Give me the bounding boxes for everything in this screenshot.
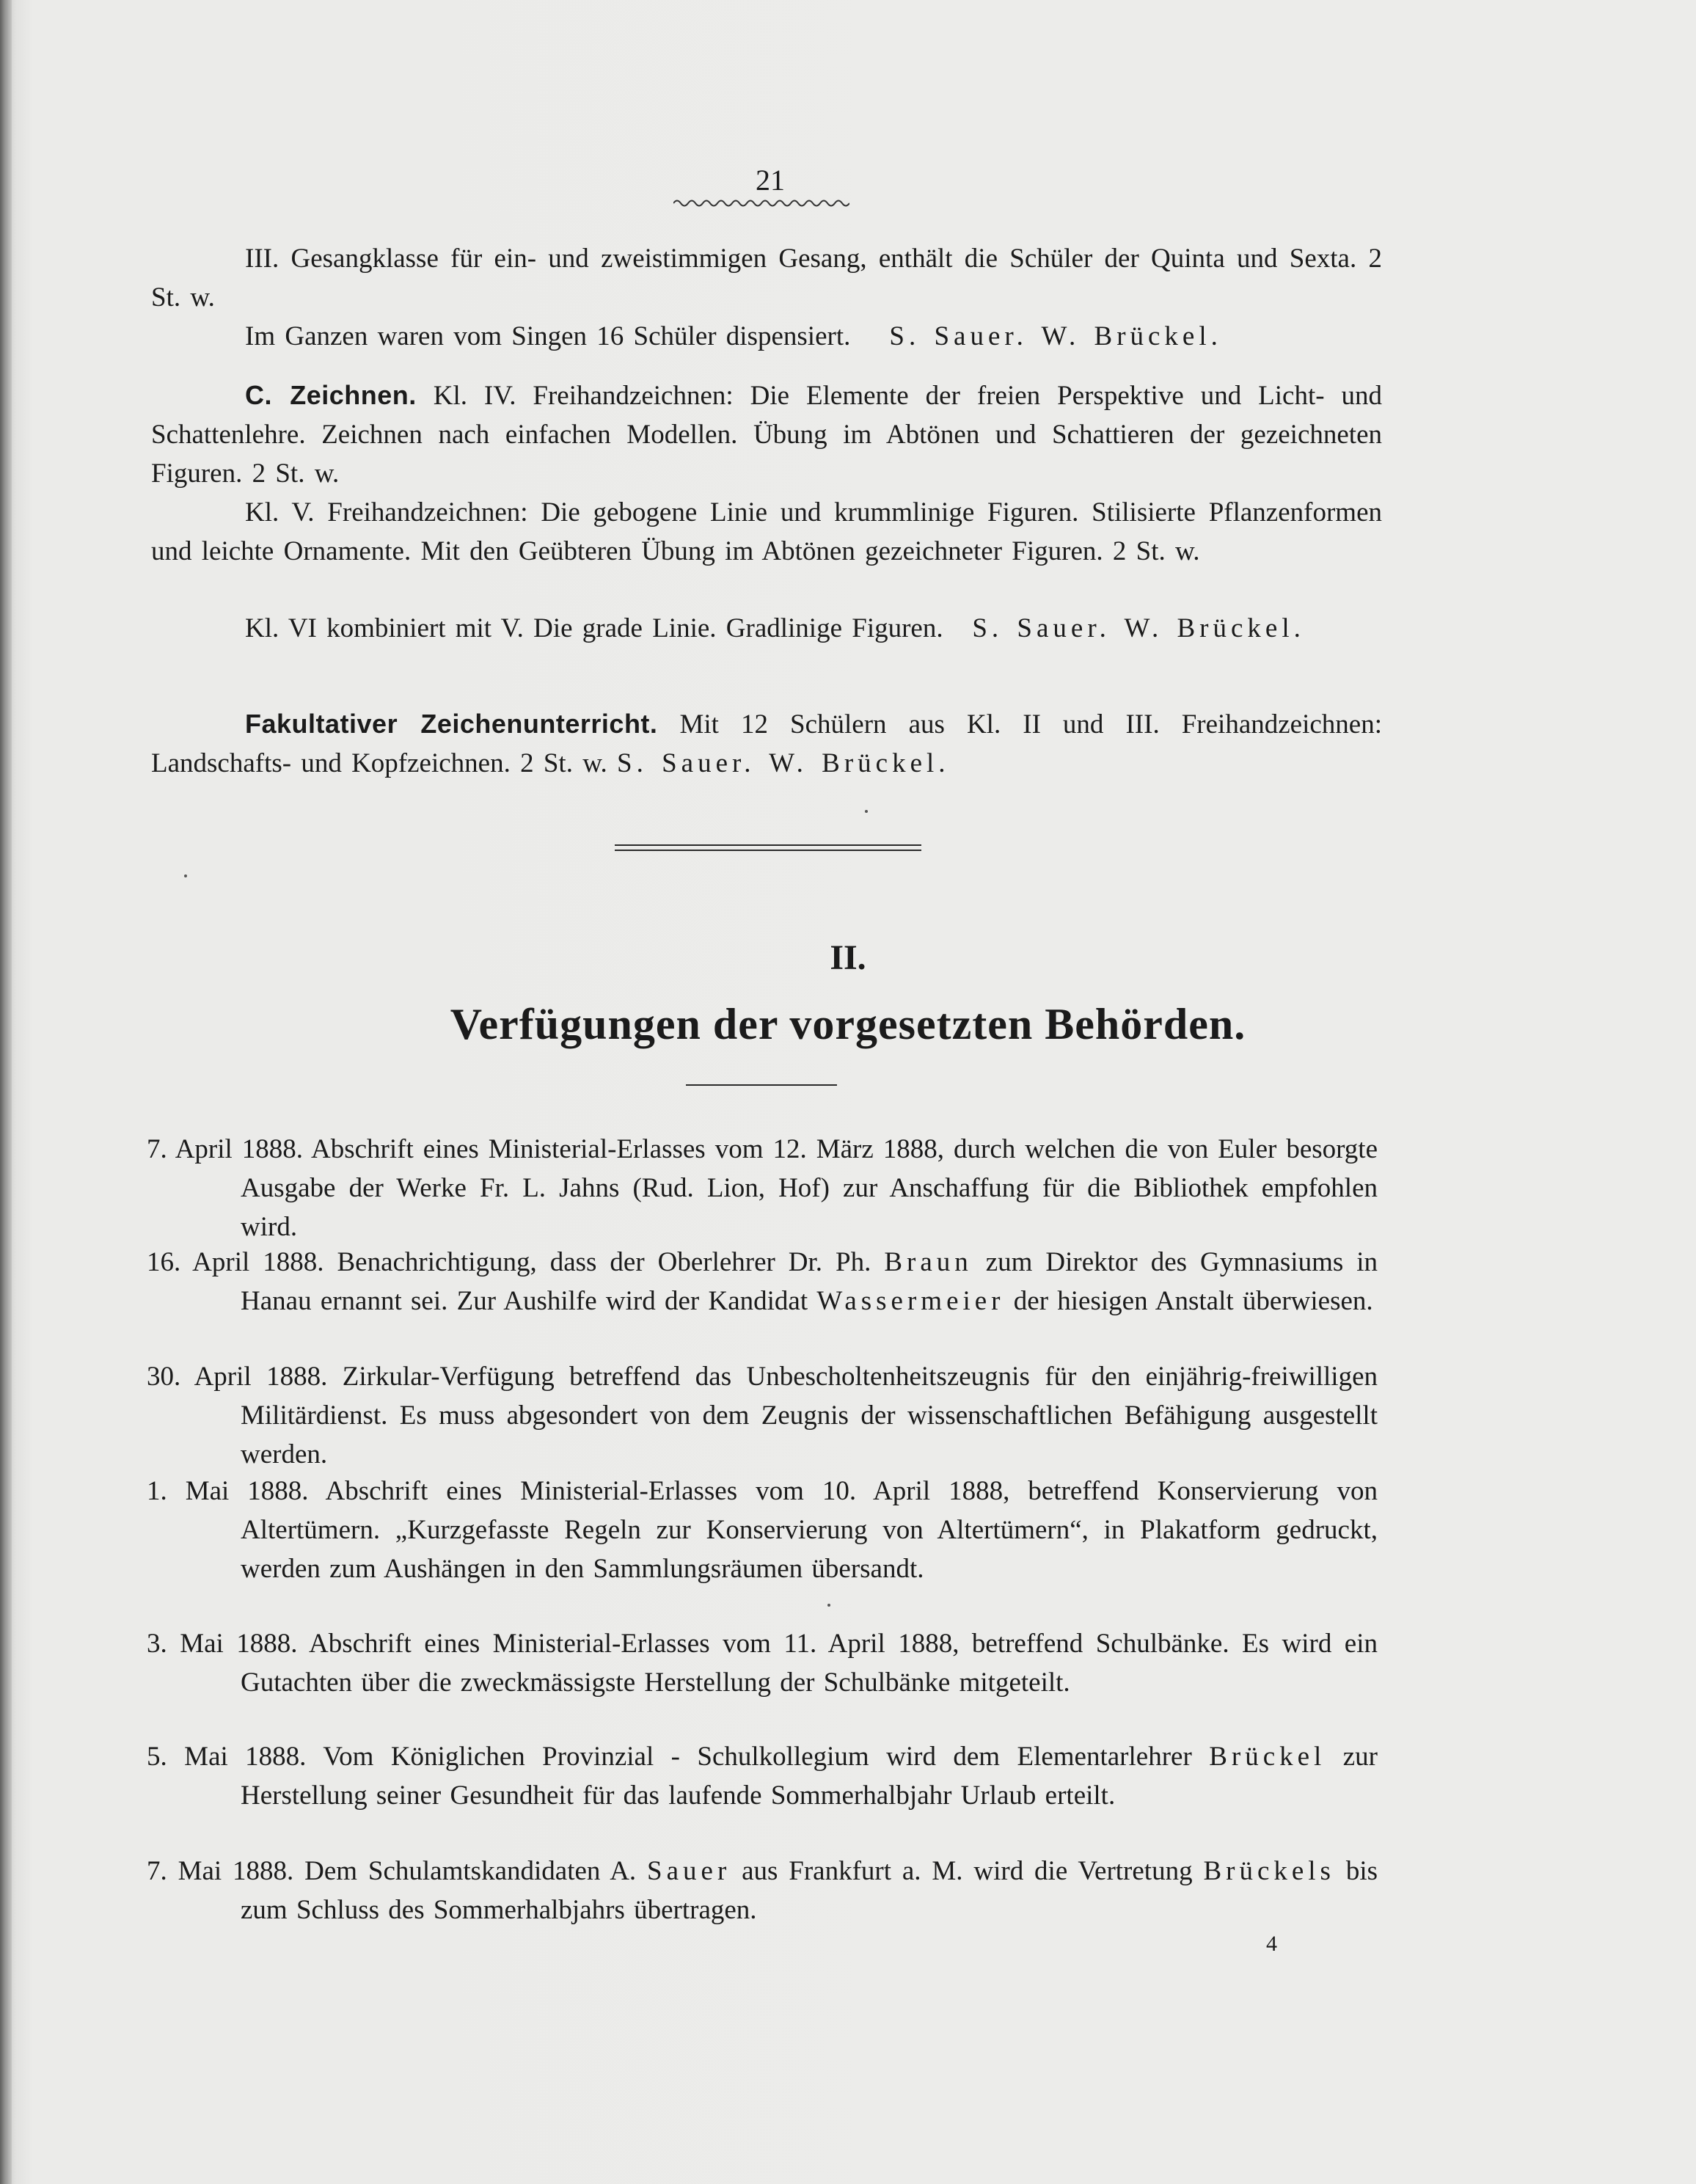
fakultativ-signature: S. Sauer. W. Brückel. bbox=[617, 748, 950, 778]
entry-date: 5. Mai 1888. bbox=[147, 1742, 307, 1772]
fakultativ-text: Mit 12 Schülern aus Kl. II und III. Freihandzeichnen: Landschafts- und Kopfzeichnen. 2 St. w. bbox=[151, 709, 1383, 778]
entry-item bbox=[147, 1852, 1378, 1929]
dispens-signature: S. Sauer. W. Brückel. bbox=[889, 321, 1222, 351]
gesang-paragraph: III. Gesangklasse für ein- und zweistimmigen Gesang, enthält die Schüler der Quinta und Sexta. 2 St. w. bbox=[151, 244, 1382, 313]
entry-text: aus Frankfurt a. M. wird die Vertretung bbox=[742, 1856, 1193, 1886]
entry-date: 7. April 1888. bbox=[147, 1134, 304, 1164]
print-speck bbox=[184, 874, 187, 877]
entry-text: zum Direktor des Gymnasiums in Hanau ernannt sei. Zur Aushilfe wird der Kandidat bbox=[241, 1247, 1378, 1316]
entry-name: Brückel bbox=[1209, 1742, 1326, 1772]
entry-date: 30. April 1888. bbox=[147, 1362, 328, 1392]
section-number: II. bbox=[830, 938, 866, 977]
signature-mark: 4 bbox=[1266, 1932, 1277, 1956]
entry-name: Brückels bbox=[1203, 1856, 1335, 1886]
entry-text: Abschrift eines Ministerial-Erlasses vom 11. April 1888, betreffend Schulbänke. Es wird ein Gutachten über die zweckmässigste Herstellung der Schulbänke mitgeteilt. bbox=[241, 1629, 1378, 1698]
zeichnen-kl4-paragraph bbox=[151, 376, 1382, 493]
entry-item bbox=[147, 1130, 1378, 1246]
entry-text: Dem Schulamtskandidaten A. bbox=[304, 1856, 637, 1886]
entry-date: 7. Mai 1888. bbox=[147, 1856, 294, 1886]
zeichnen-heading: C. Zeichnen. bbox=[245, 380, 417, 410]
entry-text: der hiesigen Anstalt überwiesen. bbox=[1013, 1286, 1373, 1316]
zeichnen-kl4-text: Kl. IV. Freihandzeichnen: Die Elemente der freien Perspektive und Licht- und Schattenlehre. Zeichnen nach einfachen Modellen. Übung im Abtönen und Schattieren der gezeichneten Figuren. 2 St. w. bbox=[151, 381, 1383, 489]
zeichnen-kl6-paragraph bbox=[151, 609, 1382, 648]
entry-item bbox=[147, 1472, 1378, 1588]
zeichnen-kl6-signature: S. Sauer. W. Brückel. bbox=[972, 613, 1305, 643]
double-rule-divider bbox=[615, 844, 921, 851]
wavy-underline-ornament bbox=[673, 198, 849, 208]
entry-text: Vom Königlichen Provinzial - Schulkollegium wird dem Elementarlehrer bbox=[323, 1742, 1192, 1772]
entry-name: Wassermeier bbox=[816, 1286, 1005, 1316]
entry-text: Benachrichtigung, dass der Oberlehrer Dr. Ph. bbox=[337, 1247, 871, 1277]
entry-item bbox=[147, 1357, 1378, 1474]
fakultativ-heading: Fakultativer Zeichenunterricht. bbox=[245, 709, 658, 739]
section-title-rule bbox=[686, 1084, 837, 1086]
fakultativ-paragraph bbox=[151, 704, 1382, 783]
entry-date: 1. Mai 1888. bbox=[147, 1476, 309, 1506]
zeichnen-kl5-paragraph: Kl. V. Freihandzeichnen: Die gebogene Linie und krummlinige Figuren. Stilisierte Pflanzenformen und leichte Ornamente. Mit den Geübteren Übung im Abtönen gezeichneter Figuren. 2 St. w. bbox=[151, 497, 1382, 566]
page-number: 21 bbox=[756, 164, 785, 197]
entry-text: Zirkular-Verfügung betreffend das Unbescholtenheitszeugnis für den einjährig-freiwilligen Militärdienst. Es muss abgesondert von dem Zeugnis der wissenschaftlichen Befähigung ausgestellt werden. bbox=[241, 1362, 1378, 1469]
entry-date: 3. Mai 1888. bbox=[147, 1629, 298, 1659]
section-title: Verfügungen der vorgesetzten Behörden. bbox=[450, 1000, 1246, 1048]
entry-text: Abschrift eines Ministerial-Erlasses vom 12. März 1888, durch welchen die von Euler besorgte Ausgabe der Werke Fr. L. Jahns (Rud. Lion, Hof) zur Anschaffung für die Bibliothek empfohlen wird. bbox=[241, 1134, 1378, 1242]
entry-item bbox=[147, 1624, 1378, 1702]
dispens-text: Im Ganzen waren vom Singen 16 Schüler dispensiert. bbox=[245, 321, 851, 351]
dispens-paragraph bbox=[151, 317, 1382, 356]
print-speck bbox=[865, 810, 868, 813]
entry-name: Sauer bbox=[647, 1856, 731, 1886]
zeichnen-kl6-text: Kl. VI kombiniert mit V. Die grade Linie. Gradlinige Figuren. bbox=[245, 613, 943, 643]
entry-text: Abschrift eines Ministerial-Erlasses vom 10. April 1888, betreffend Konservierung von Altertümern. „Kurzgefasste Regeln zur Konservierung von Altertümern“, in Plakatform gedruckt, werden zum Aushängen in den Sammlungsräumen übersandt. bbox=[241, 1476, 1378, 1584]
entry-text: zur Herstellung seiner Gesundheit für das laufende Sommerhalbjahr Urlaub erteilt. bbox=[241, 1742, 1378, 1811]
entry-text: bis zum Schluss des Sommerhalbjahrs übertragen. bbox=[241, 1856, 1378, 1925]
entry-date: 16. April 1888. bbox=[147, 1247, 324, 1277]
entry-item bbox=[147, 1737, 1378, 1815]
print-speck bbox=[827, 1604, 830, 1607]
entry-item bbox=[147, 1243, 1378, 1321]
entry-name: Braun bbox=[884, 1247, 973, 1277]
page-binding-edge bbox=[0, 0, 12, 2184]
